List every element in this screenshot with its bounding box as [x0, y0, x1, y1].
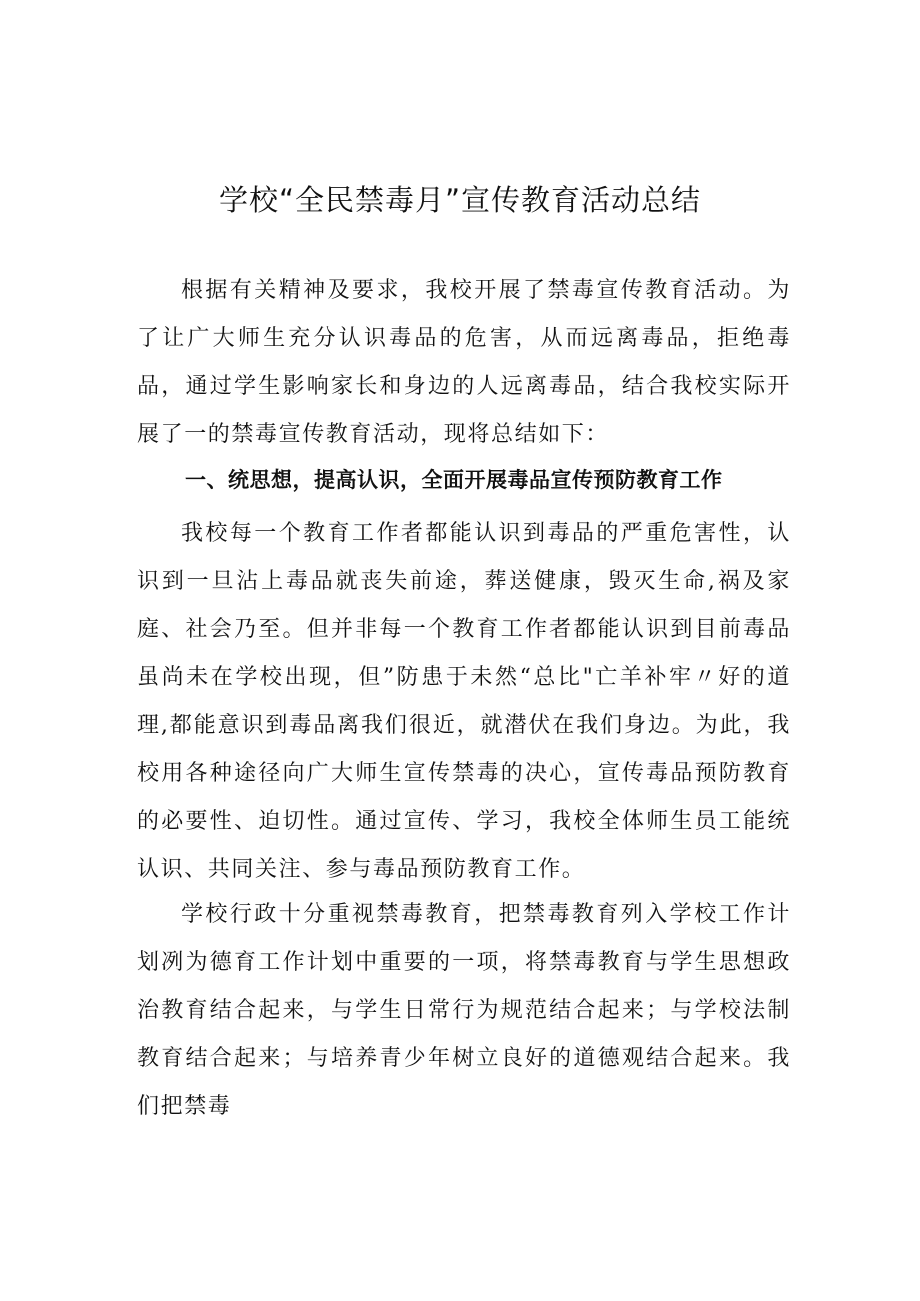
body-paragraph: 学校行政十分重视禁毒教育，把禁毒教育列入学校工作计划冽为德育工作计划中重要的一项，将禁毒教育与学生思想政治教育结合起来，与学生日常行为规范结合起来；与学校法制教育结合起来；与培养青少年树立良好的道德观结合起来。我们把禁毒 — [137, 902, 791, 1119]
body-paragraph: 我校每一个教育工作者都能认识到毒品的严重危害性，认识到一旦沾上毒品就丧失前途，葬送健康，毁灭生命,祸及家庭、社会乃至。但并非每一个教育工作者都能认识到目前毒品虽尚未在学校出现，但”防患于未然“总比"亡羊补牢〃好的道理,都能意识到毒品离我们很近，就潜伏在我们身边。为此，我校用各种途径向广大师生宣传禁毒的决心，宣传毒品预防教育的必要性、迫切性。通过宣传、学习，我校全体师生员工能统认识、共同关注、参与毒品预防教育工作。 — [137, 521, 791, 882]
intro-paragraph: 根据有关精神及要求，我校开展了禁毒宣传教育活动。为了让广大师生充分认识毒品的危害，从而远离毒品，拒绝毒品，通过学生影响家长和身边的人远离毒品，结合我校实际开展了一的禁毒宣传教育活动，现将总结如下： — [137, 278, 791, 447]
section-heading: 一、统思想，提高认识，全面开展毒品宣传预防教育工作 — [185, 468, 723, 492]
document-title: 学校“全民禁毒月”宣传教育活动总结 — [218, 183, 702, 217]
